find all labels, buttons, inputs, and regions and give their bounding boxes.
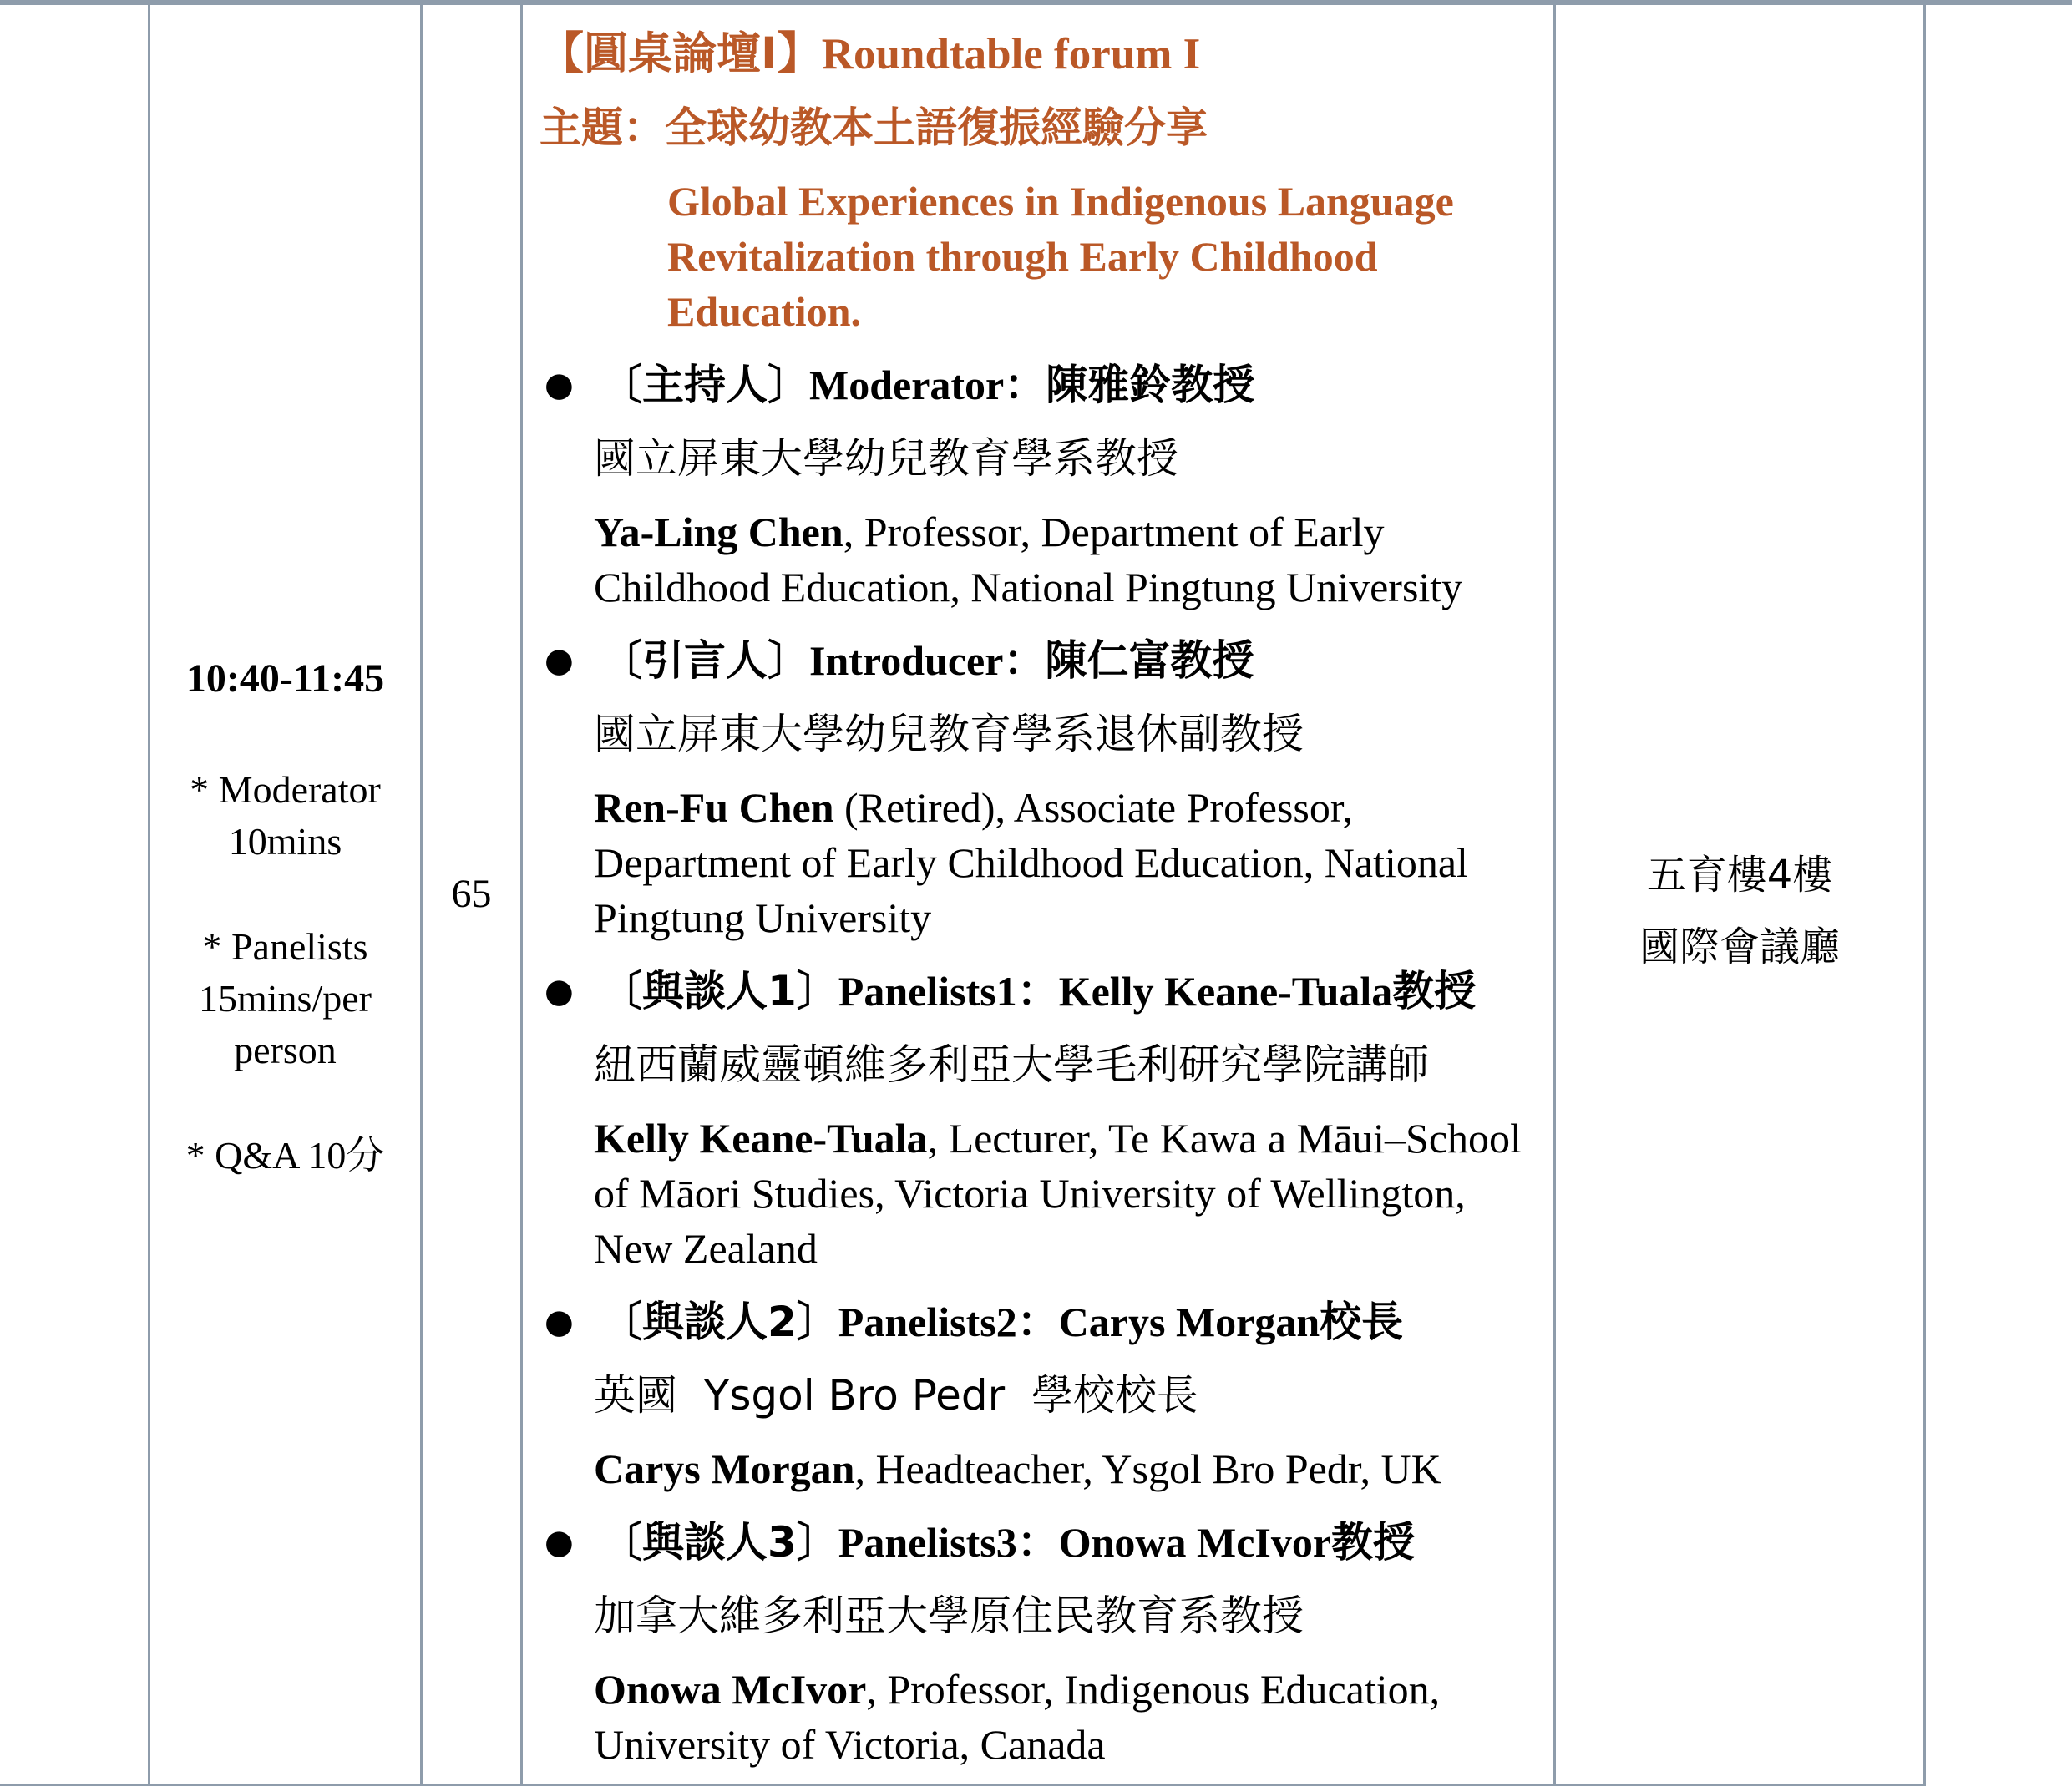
- bio-name: Onowa McIvor: [594, 1666, 867, 1713]
- person-name-zh: 教授: [1392, 967, 1477, 1015]
- person-name-latin: Kelly Keane-Tuala: [1058, 968, 1393, 1015]
- heading-introducer: [540, 633, 1548, 688]
- bullet-icon: ●: [545, 1303, 574, 1341]
- note-moderator-time: [190, 764, 381, 868]
- role-en: Moderator: [809, 362, 1005, 408]
- colon: ：: [1016, 1298, 1059, 1346]
- role-en: Panelists3: [838, 1519, 1017, 1566]
- bio-en: [594, 1662, 1547, 1772]
- colon: ：: [1003, 636, 1046, 685]
- bullet-icon: ●: [545, 641, 574, 680]
- note-line: * Moderator: [190, 768, 381, 811]
- role-zh: 〔與談人2〕: [600, 1298, 838, 1346]
- note-panelists-time: [199, 921, 372, 1076]
- session-time: 10:40-11:45: [185, 656, 385, 701]
- heading-panelist-1: [540, 964, 1548, 1019]
- affiliation-zh: 國立屏東大學幼兒教育學系退休副教授: [594, 710, 1304, 758]
- person-name-zh: 陳仁富教授: [1045, 636, 1254, 685]
- heading-panelist-2: [540, 1294, 1548, 1349]
- person-name-zh: 校長: [1320, 1298, 1404, 1346]
- note-line: 10mins: [228, 820, 342, 863]
- location-room: 國際會議廳: [1639, 924, 1840, 970]
- role-zh: 〔主持人〕: [600, 361, 809, 409]
- bio-name: Kelly Keane-Tuala: [594, 1115, 928, 1162]
- role-en: Panelists1: [838, 968, 1017, 1015]
- note-line: * Q&A 10分: [185, 1134, 385, 1177]
- location-building: 五育樓4樓: [1646, 852, 1833, 899]
- heading-moderator: [540, 357, 1548, 413]
- person-name-latin: Onowa McIvor: [1058, 1519, 1332, 1566]
- role-en: Introducer: [809, 637, 1004, 684]
- bio-en: [594, 1441, 1547, 1496]
- table-bottom-border: [0, 1784, 1926, 1786]
- bullet-icon: ●: [545, 972, 574, 1010]
- duration-cell: [423, 5, 520, 1784]
- affiliation-zh: 紐西蘭威靈頓維多利亞大學毛利研究學院講師: [594, 1040, 1429, 1089]
- bio-rest: , Professor, Indigenous Education, University of Victoria, Canada: [594, 1666, 1451, 1768]
- affiliation-zh: 國立屏東大學幼兒教育學系教授: [594, 434, 1178, 483]
- note-line: person: [234, 1029, 337, 1071]
- bio-rest: , Headteacher, Ysgol Bro Pedr, UK: [854, 1445, 1441, 1492]
- bio-rest: , Lecturer, Te Kawa a Māui–School of Māori Studies, Victoria University of Wellington, New Zealand: [594, 1115, 1532, 1272]
- duration-minutes: 65: [451, 872, 492, 916]
- affiliation-zh: 英國 Ysgol Bro Pedr 學校校長: [594, 1371, 1198, 1420]
- bio-name: Ren-Fu Chen: [594, 784, 834, 831]
- bio-name: Ya-Ling Chen: [594, 509, 843, 555]
- bio-rest: (Retired), Associate Professor, Department of Early Childhood Education, National Pingtung University: [594, 784, 1479, 941]
- person-name-zh: 陳雅鈴教授: [1046, 361, 1255, 409]
- session-cell: [523, 5, 1553, 1784]
- session-header-zh: 【圓桌論壇I】: [540, 28, 822, 79]
- person-name-zh: 教授: [1331, 1518, 1416, 1567]
- note-qa-time: [186, 1130, 385, 1182]
- location-cell: [1556, 5, 1923, 1784]
- role-zh: 〔與談人1〕: [600, 967, 838, 1015]
- bullet-icon: ●: [545, 366, 574, 404]
- colon: ：: [1016, 967, 1059, 1015]
- affiliation-zh: 加拿大維多利亞大學原住民教育系教授: [594, 1592, 1304, 1640]
- bio-en: [594, 780, 1547, 945]
- table-right-border: [1923, 0, 1926, 1786]
- session-header-en: Roundtable forum I: [821, 30, 1201, 78]
- colon: ：: [1016, 1518, 1059, 1567]
- bio-en: [594, 1111, 1547, 1276]
- topic-title-en: Global Experiences in Indigenous Language Revitalization through Early Childhood Education.: [667, 178, 1454, 335]
- note-line: 15mins/per: [199, 977, 372, 1020]
- role-zh: 〔與談人3〕: [600, 1518, 838, 1567]
- bio-name: Carys Morgan: [594, 1445, 855, 1492]
- session-header: [540, 27, 1548, 82]
- bio-rest: , Professor, Department of Early Childhood Education, National Pingtung University: [594, 509, 1463, 610]
- bullet-icon: ●: [545, 1523, 574, 1562]
- colon: ：: [1004, 361, 1046, 409]
- role-zh: 〔引言人〕: [600, 636, 809, 685]
- role-en: Panelists2: [838, 1298, 1017, 1345]
- topic-title-zh: 主題：全球幼教本土語復振經驗分享: [540, 104, 1208, 152]
- note-line: * Panelists: [202, 925, 368, 968]
- person-name-latin: Carys Morgan: [1058, 1298, 1320, 1345]
- time-cell: [150, 5, 420, 1784]
- bio-en: [594, 504, 1547, 615]
- heading-panelist-3: [540, 1515, 1548, 1570]
